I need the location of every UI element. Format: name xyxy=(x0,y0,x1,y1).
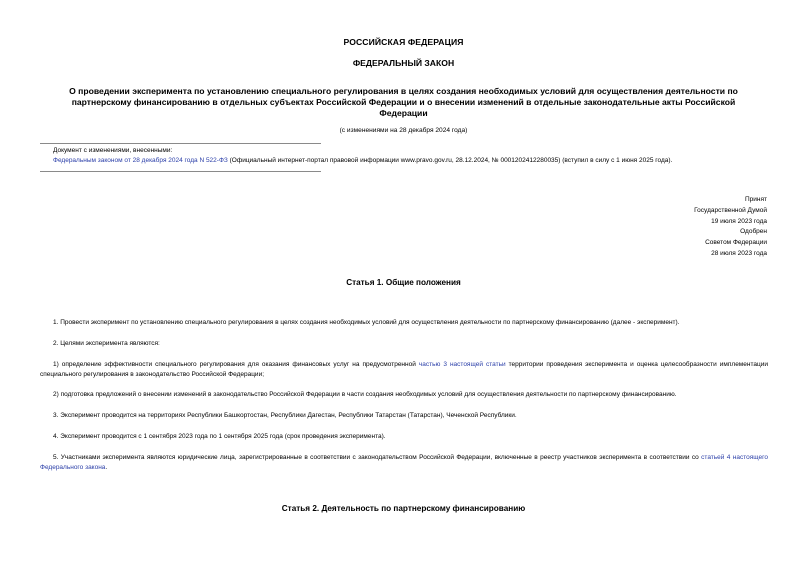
article-1-paragraph-2: 2. Целями эксперимента являются: xyxy=(53,340,160,347)
article-1-paragraph-6: 4. Эксперимент проводится с 1 сентября 2023 года по 1 сентября 2025 года (срок проведения эксперимента). xyxy=(53,433,386,440)
article-1-paragraph-7 xyxy=(40,453,768,473)
country-heading: РОССИЙСКАЯ ФЕДЕРАЦИЯ xyxy=(343,37,464,47)
article-1-heading: Статья 1. Общие положения xyxy=(346,278,461,287)
approved-by: Советом Федерации xyxy=(705,239,767,247)
p7-text-end: . xyxy=(105,464,108,471)
article-4-link[interactable]: статьей 4 настоящего Федерального закона xyxy=(40,454,768,471)
approved-date: 28 июля 2023 года xyxy=(711,249,767,257)
adopted-label: Принят xyxy=(744,196,767,203)
revision-note: (с изменениями на 28 декабря 2024 года) xyxy=(339,127,468,134)
article-1-paragraph-5: 3. Эксперимент проводится на территориях Республики Башкортостан, Республики Дагестан, Республики Татарстан (Татарстан), Чеченской Республики. xyxy=(53,412,517,419)
amendments-block xyxy=(53,146,768,166)
amendment-details: (Официальный интернет-портал правовой информации www.pravo.gov.ru, 28.12.2024, № 0001202412280035) (вступил в силу с 1 июня 2025 года). xyxy=(227,157,673,164)
adopted-by: Государственной Думой xyxy=(694,206,767,214)
approved-label: Одобрен xyxy=(740,228,767,236)
article-2-heading: Статья 2. Деятельность по партнерскому финансированию xyxy=(281,504,526,513)
adopted-date: 19 июля 2023 года xyxy=(711,217,767,225)
amendments-top-rule xyxy=(40,143,321,144)
law-type-heading: ФЕДЕРАЛЬНЫЙ ЗАКОН xyxy=(352,58,455,68)
amendments-bottom-rule xyxy=(40,171,321,172)
amendments-line xyxy=(53,156,768,166)
article-1-paragraph-3 xyxy=(40,360,768,380)
amendments-intro: Документ с изменениями, внесенными: xyxy=(53,147,173,154)
part-3-link[interactable]: частью 3 настоящей статьи xyxy=(418,361,506,368)
article-1-paragraph-1: 1. Провести эксперимент по установлению специального регулирования в целях создания необходимых условий для осуществления деятельности по партнерскому финансированию (далее - эксперимент). xyxy=(53,319,680,326)
law-title: О проведении эксперимента по установлению специального регулирования в целях создания необходимых условий для осуществления деятельности по партнерскому финансированию в отдельных субъектах Российской Федерации и о внесении изменений в отдельные законодательные акты Российской Федерации xyxy=(69,86,738,118)
amendment-law-link[interactable]: Федеральным законом от 28 декабря 2024 года N 522-ФЗ xyxy=(53,157,228,164)
adoption-block xyxy=(547,195,767,260)
p7-text-start: 5. Участниками эксперимента являются юридические лица, зарегистрированные в соответствии с законодательством Российской Федерации, включенные в реестр участников эксперимента в соответствии со xyxy=(53,454,702,461)
article-1-paragraph-4: 2) подготовка предложений о внесении изменений в законодательство Российской Федерации в части создания необходимых условий для осуществления деятельности по партнерскому финансированию. xyxy=(53,391,677,398)
p3-text-start: 1) определение эффективности специального регулирования для оказания финансовых услуг на предусмотренной xyxy=(53,361,419,368)
p3-text-end: территории проведения эксперимента и оценка целесообразности имплементации специального регулирования в законодательство Российской Федерации; xyxy=(40,361,768,378)
